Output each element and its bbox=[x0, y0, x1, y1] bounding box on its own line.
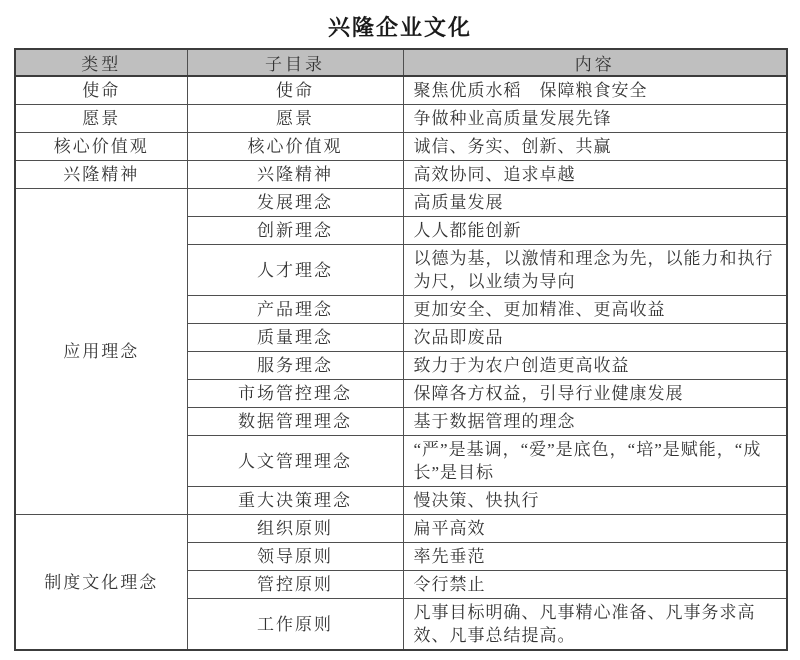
type-cell: 兴隆精神 bbox=[15, 161, 187, 189]
table-row bbox=[15, 76, 787, 105]
culture-table bbox=[14, 48, 788, 651]
subcategory-cell: 产品理念 bbox=[187, 296, 403, 324]
table-row bbox=[15, 515, 787, 543]
type-cell: 制度文化理念 bbox=[15, 515, 187, 651]
content-cell: 聚焦优质水稻 保障粮食安全 bbox=[403, 76, 787, 105]
content-cell: 诚信、务实、创新、共赢 bbox=[403, 133, 787, 161]
type-cell: 应用理念 bbox=[15, 189, 187, 515]
header-cell-type: 类型 bbox=[15, 49, 187, 76]
subcategory-cell: 数据管理理念 bbox=[187, 408, 403, 436]
type-cell: 使命 bbox=[15, 76, 187, 105]
content-cell: 基于数据管理的理念 bbox=[403, 408, 787, 436]
page-title: 兴隆企业文化 bbox=[327, 15, 472, 40]
content-cell: “严”是基调，“爱”是底色，“培”是赋能，“成长”是目标 bbox=[403, 436, 787, 487]
content-cell: 更加安全、更加精准、更高收益 bbox=[403, 296, 787, 324]
content-cell: 人人都能创新 bbox=[403, 217, 787, 245]
content-cell: 争做种业高质量发展先锋 bbox=[403, 105, 787, 133]
content-cell: 致力于为农户创造更高收益 bbox=[403, 352, 787, 380]
table-body bbox=[15, 76, 787, 650]
table-row bbox=[15, 189, 787, 217]
subcategory-cell: 服务理念 bbox=[187, 352, 403, 380]
content-cell: 次品即废品 bbox=[403, 324, 787, 352]
subcategory-cell: 核心价值观 bbox=[187, 133, 403, 161]
content-cell: 高质量发展 bbox=[403, 189, 787, 217]
subcategory-cell: 人才理念 bbox=[187, 245, 403, 296]
content-cell: 慢决策、快执行 bbox=[403, 487, 787, 515]
content-cell: 保障各方权益，引导行业健康发展 bbox=[403, 380, 787, 408]
content-cell: 以德为基，以激情和理念为先，以能力和执行为尺，以业绩为导向 bbox=[403, 245, 787, 296]
type-cell: 核心价值观 bbox=[15, 133, 187, 161]
subcategory-cell: 质量理念 bbox=[187, 324, 403, 352]
type-cell: 愿景 bbox=[15, 105, 187, 133]
content-cell: 扁平高效 bbox=[403, 515, 787, 543]
subcategory-cell: 创新理念 bbox=[187, 217, 403, 245]
content-cell: 率先垂范 bbox=[403, 543, 787, 571]
content-cell: 高效协同、追求卓越 bbox=[403, 161, 787, 189]
header-row bbox=[15, 49, 787, 76]
subcategory-cell: 组织原则 bbox=[187, 515, 403, 543]
subcategory-cell: 管控原则 bbox=[187, 571, 403, 599]
subcategory-cell: 人文管理理念 bbox=[187, 436, 403, 487]
subcategory-cell: 工作原则 bbox=[187, 599, 403, 651]
subcategory-cell: 愿景 bbox=[187, 105, 403, 133]
subcategory-cell: 领导原则 bbox=[187, 543, 403, 571]
header-cell-subcategory: 子目录 bbox=[187, 49, 403, 76]
table-row bbox=[15, 133, 787, 161]
table-row bbox=[15, 105, 787, 133]
subcategory-cell: 使命 bbox=[187, 76, 403, 105]
subcategory-cell: 市场管控理念 bbox=[187, 380, 403, 408]
content-cell: 凡事目标明确、凡事精心准备、凡事务求高效、凡事总结提高。 bbox=[403, 599, 787, 651]
subcategory-cell: 兴隆精神 bbox=[187, 161, 403, 189]
table-row bbox=[15, 161, 787, 189]
header-cell-content: 内容 bbox=[403, 49, 787, 76]
content-cell: 令行禁止 bbox=[403, 571, 787, 599]
subcategory-cell: 重大决策理念 bbox=[187, 487, 403, 515]
subcategory-cell: 发展理念 bbox=[187, 189, 403, 217]
